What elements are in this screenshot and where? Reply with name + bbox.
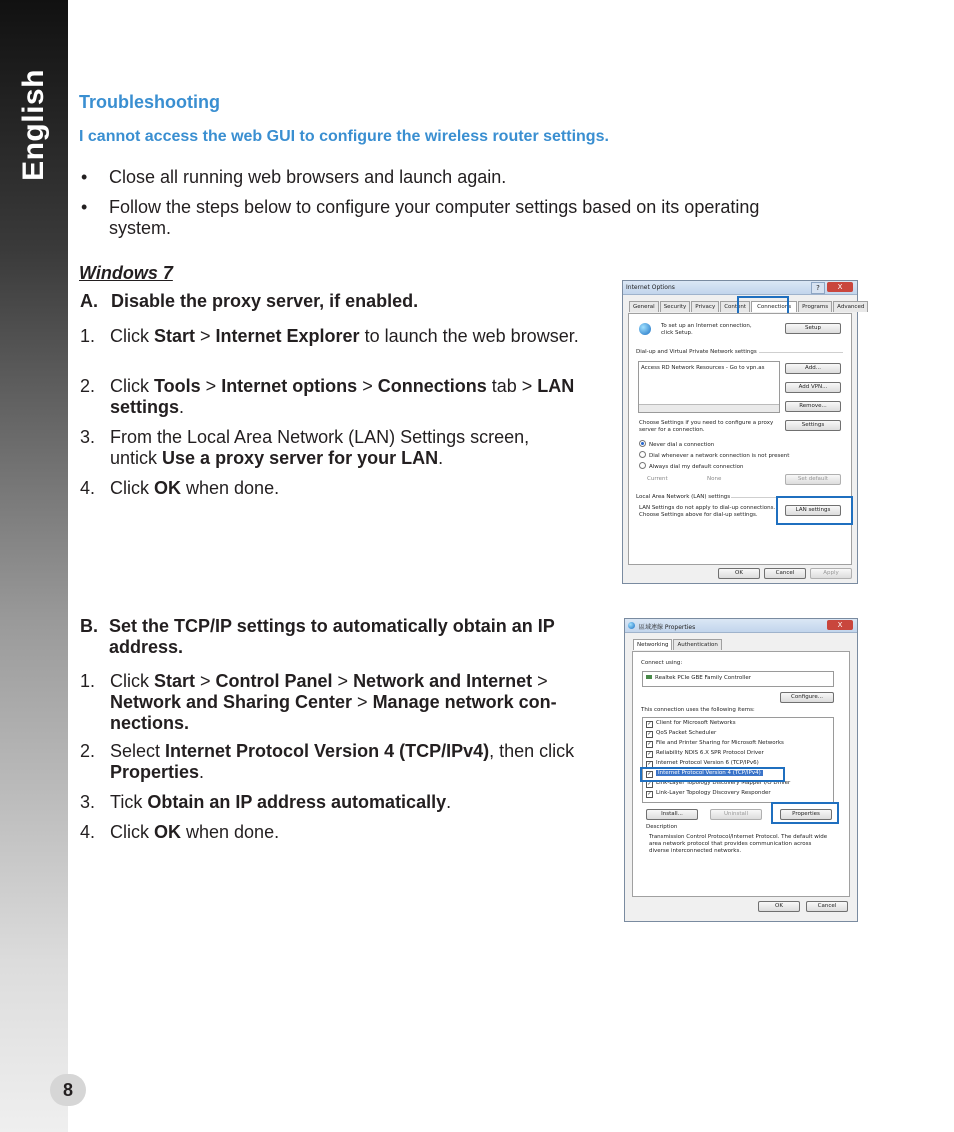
lan-settings-highlight — [776, 496, 853, 525]
problem-title: I cannot access the web GUI to configure the wireless router settings. — [79, 128, 609, 145]
setup-button[interactable]: Setup — [785, 323, 841, 334]
list-item[interactable]: ✓ Reliability NDIS 6.X SPR Protocol Driver — [647, 750, 764, 757]
part-b-step-3: 3. Tick Obtain an IP address automatically. — [80, 792, 452, 812]
add-button[interactable]: Add... — [785, 363, 841, 374]
checkbox-icon[interactable]: ✓ — [647, 771, 652, 777]
connection-properties-screenshot — [624, 618, 858, 922]
checkbox-icon[interactable]: ✓ — [647, 751, 652, 757]
language-label: English — [17, 69, 50, 181]
tab-strip — [633, 639, 722, 650]
close-button[interactable]: X — [827, 620, 853, 630]
dialog-titlebar — [625, 619, 857, 633]
tab-connections[interactable]: Connections — [751, 301, 797, 312]
ok-button[interactable]: OK — [718, 568, 760, 579]
set-default-button[interactable]: Set default — [785, 474, 841, 485]
description-text: Transmission Control Protocol/Internet Protocol. The default wide area network protocol that provides communication across diverse interconnected networks. — [649, 834, 828, 854]
radio-selected-icon — [639, 440, 646, 447]
lan-settings-button[interactable]: LAN settings — [785, 505, 841, 516]
part-a-letter: A. — [80, 291, 98, 311]
globe-icon — [639, 323, 651, 335]
part-a-title: Disable the proxy server, if enabled. — [111, 291, 419, 311]
components-list[interactable] — [642, 717, 834, 803]
properties-highlight — [771, 802, 839, 824]
network-icon — [628, 622, 635, 629]
list-item[interactable]: ✓ QoS Packet Scheduler — [647, 730, 717, 737]
radio-icon — [639, 451, 646, 458]
help-button[interactable]: ? — [811, 282, 825, 294]
tab-content[interactable]: Content — [720, 301, 750, 312]
items-label: This connection uses the following items: — [641, 707, 755, 713]
bullet-text-1: Close all running web browsers and launch again. — [109, 167, 507, 187]
proxy-info-text: Choose Settings if you need to configure a proxy server for a connection. — [639, 420, 774, 433]
vpn-entry[interactable]: Access RD Network Resources - Go to vpn.as — [641, 365, 765, 371]
part-a-step-4: 4. Click OK when done. — [80, 478, 280, 498]
setup-text: To set up an Internet connection, click Setup. — [661, 323, 752, 336]
language-sidebar — [0, 0, 68, 1132]
bullet-mark: • — [81, 167, 88, 187]
internet-options-screenshot — [622, 280, 865, 584]
install-button[interactable]: Install... — [646, 809, 698, 820]
checkbox-icon[interactable]: ✓ — [647, 791, 652, 797]
part-b-title: Set the TCP/IP settings to automatically obtain an IP address. — [109, 616, 555, 657]
ipv4-highlight — [640, 767, 785, 782]
os-title: Windows 7 — [79, 263, 173, 283]
radio-dial-whenever[interactable]: Dial whenever a network connection is not present — [639, 451, 789, 459]
checkbox-icon[interactable]: ✓ — [647, 741, 652, 747]
current-label: Current — [647, 476, 668, 482]
bullet-mark: • — [81, 197, 88, 217]
part-b-step-2: 2. Select Internet Protocol Version 4 (TCP/IPv4), then click Properties. — [80, 741, 575, 782]
radio-always-dial[interactable]: Always dial my default connection — [639, 462, 743, 470]
checkbox-icon[interactable]: ✓ — [647, 781, 652, 787]
current-value: None — [707, 476, 722, 482]
adapter-icon — [646, 675, 652, 679]
uninstall-button[interactable]: Uninstall — [710, 809, 762, 820]
lan-section-label: Local Area Network (LAN) settings — [636, 494, 731, 500]
part-b-step-1: 1. Click Start > Control Panel > Network and Internet > Network and Sharing Center > Manage network con-nections. — [80, 671, 557, 733]
page-number: 8 — [50, 1074, 86, 1106]
section-title: Troubleshooting — [79, 92, 220, 112]
list-item[interactable]: ✓ Link-Layer Topology Discovery Mapper I/O Driver — [647, 780, 791, 787]
apply-button[interactable]: Apply — [810, 568, 852, 579]
part-a-step-2: 2. Click Tools > Internet options > Connections tab > LAN settings. — [80, 376, 575, 417]
tab-advanced[interactable]: Advanced — [833, 301, 868, 312]
checkbox-icon[interactable]: ✓ — [647, 761, 652, 767]
settings-button[interactable]: Settings — [785, 420, 841, 431]
part-a-step-1: 1. Click Start > Internet Explorer to launch the web browser. — [80, 326, 579, 346]
lan-info-text: LAN Settings do not apply to dial-up connections. Choose Settings above for dial-up settings. — [639, 505, 776, 518]
tab-general[interactable]: General — [629, 301, 659, 312]
vpn-connections-list[interactable] — [638, 361, 780, 413]
list-item[interactable]: ✓ Internet Protocol Version 6 (TCP/IPv6) — [647, 760, 759, 767]
dialog-title: Internet Options — [626, 284, 675, 291]
description-label: Description — [646, 824, 678, 830]
properties-button[interactable]: Properties — [780, 809, 832, 820]
cancel-button[interactable]: Cancel — [764, 568, 806, 579]
list-item[interactable]: ✓ File and Printer Sharing for Microsoft Networks — [647, 740, 784, 747]
list-item[interactable]: ✓ Client for Microsoft Networks — [647, 720, 736, 727]
checkbox-icon[interactable]: ✓ — [647, 731, 652, 737]
radio-icon — [639, 462, 646, 469]
part-b-step-4: 4. Click OK when done. — [80, 822, 280, 842]
list-item[interactable]: ✓ Link-Layer Topology Discovery Responder — [647, 790, 771, 797]
bullet-text-2: Follow the steps below to configure your computer settings based on its operating — [109, 197, 760, 217]
horizontal-scrollbar[interactable] — [639, 404, 779, 412]
tab-security[interactable]: Security — [660, 301, 691, 312]
dialog-titlebar — [623, 281, 857, 295]
separator — [759, 352, 843, 353]
remove-button[interactable]: Remove... — [785, 401, 841, 412]
checkbox-icon[interactable]: ✓ — [647, 721, 652, 727]
tab-programs[interactable]: Programs — [798, 301, 832, 312]
configure-button[interactable]: Configure... — [780, 692, 834, 703]
ok-button[interactable]: OK — [758, 901, 800, 912]
part-a-step-3: 3. From the Local Area Network (LAN) Settings screen, untick Use a proxy server for your LAN. — [80, 427, 530, 468]
cancel-button[interactable]: Cancel — [806, 901, 848, 912]
tab-networking[interactable]: Networking — [633, 639, 672, 650]
close-button[interactable]: X — [827, 282, 853, 292]
part-b-letter: B. — [80, 616, 98, 636]
bullet-text-2-cont: system. — [109, 218, 172, 238]
adapter-name: Realtek PCIe GBE Family Controller — [646, 675, 751, 681]
tab-privacy[interactable]: Privacy — [691, 301, 719, 312]
adapter-box — [642, 671, 834, 687]
tab-authentication[interactable]: Authentication — [673, 639, 721, 650]
dialog-title: 區域連線 Properties — [639, 624, 696, 631]
dialup-section-label: Dial-up and Virtual Private Network settings — [636, 349, 757, 355]
radio-never-dial[interactable]: Never dial a connection — [639, 440, 714, 448]
add-vpn-button[interactable]: Add VPN... — [785, 382, 841, 393]
connect-using-label: Connect using: — [641, 660, 683, 666]
list-item-ipv4[interactable]: ✓ Internet Protocol Version 4 (TCP/IPv4) — [647, 770, 761, 777]
